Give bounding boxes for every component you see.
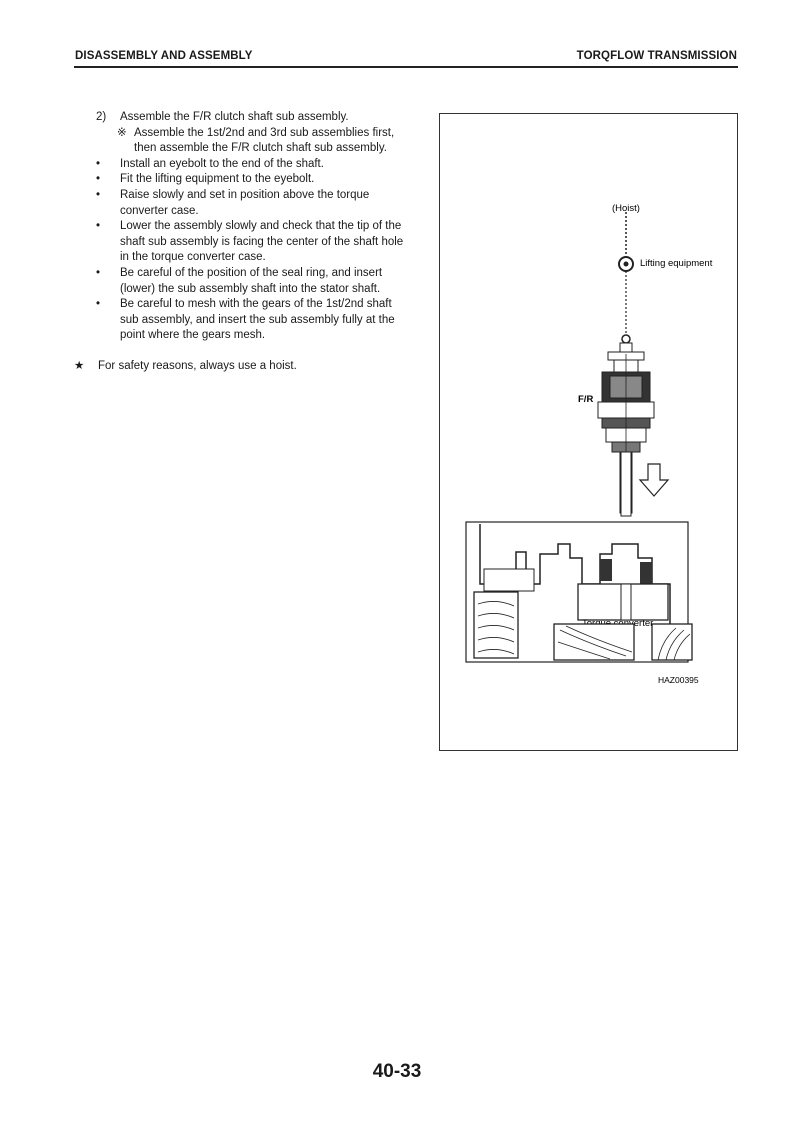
step-note bbox=[96, 126, 412, 157]
bullet-item bbox=[96, 266, 412, 297]
header-rule bbox=[74, 66, 738, 68]
bullet-item bbox=[96, 188, 412, 219]
star-icon: ★ bbox=[74, 359, 85, 372]
step-note-text: Assemble the 1st/2nd and 3rd sub assemblies first, then assemble the F/R clutch shaft sub assembly. bbox=[134, 126, 395, 155]
bullet-icon: • bbox=[96, 157, 101, 170]
step-title-text: Assemble the F/R clutch shaft sub assembly. bbox=[120, 111, 349, 123]
bullet-item bbox=[96, 297, 412, 344]
bullet-icon: • bbox=[96, 220, 101, 233]
procedure-text bbox=[74, 110, 412, 375]
bullet-item bbox=[96, 172, 412, 188]
chapter-header: TORQFLOW TRANSMISSION bbox=[576, 50, 737, 62]
section-header: DISASSEMBLY AND ASSEMBLY bbox=[75, 50, 253, 62]
bullet-text: Install an eyebolt to the end of the shaft. bbox=[120, 157, 324, 170]
bullet-icon: • bbox=[96, 188, 101, 201]
figure-frame bbox=[439, 113, 738, 751]
fr-clutch-assembly bbox=[598, 343, 654, 516]
step-number: 2) bbox=[96, 111, 107, 123]
safety-text: For safety reasons, always use a hoist. bbox=[98, 359, 297, 372]
assembly-illustration bbox=[440, 114, 737, 750]
bullet-text: Fit the lifting equipment to the eyebolt. bbox=[120, 173, 315, 186]
page-number: 40-33 bbox=[372, 1061, 422, 1082]
safety-note bbox=[74, 359, 412, 375]
bullet-text: Be careful of the position of the seal ring, and insert (lower) the sub assembly shaft into the stator shaft. bbox=[120, 266, 383, 295]
bullet-text: Be careful to mesh with the gears of the 1st/2nd shaft sub assembly, and insert the sub assembly fully at the point where the gears mesh. bbox=[120, 298, 395, 342]
down-arrow-icon bbox=[640, 464, 668, 496]
fr-label: F/R bbox=[578, 394, 594, 405]
step-title bbox=[96, 110, 412, 126]
torque-converter-case bbox=[466, 522, 692, 662]
figure-code: HAZ00395 bbox=[658, 675, 699, 685]
bullet-text: Lower the assembly slowly and check that the tip of the shaft sub assembly is facing the center of the shaft hole in the torque converter case. bbox=[120, 220, 404, 264]
bullet-item bbox=[96, 219, 412, 266]
wood-block-right bbox=[652, 624, 692, 660]
note-mark-icon: ※ bbox=[117, 126, 127, 139]
bullet-text: Raise slowly and set in position above the torque converter case. bbox=[120, 188, 370, 217]
bullet-item bbox=[96, 157, 412, 173]
bullet-icon: • bbox=[96, 298, 101, 311]
bullet-icon: • bbox=[96, 173, 101, 186]
lifting-equipment-label: Lifting equipment bbox=[640, 258, 713, 269]
bullet-icon: • bbox=[96, 266, 101, 279]
hoist-label: (Hoist) bbox=[612, 203, 640, 214]
